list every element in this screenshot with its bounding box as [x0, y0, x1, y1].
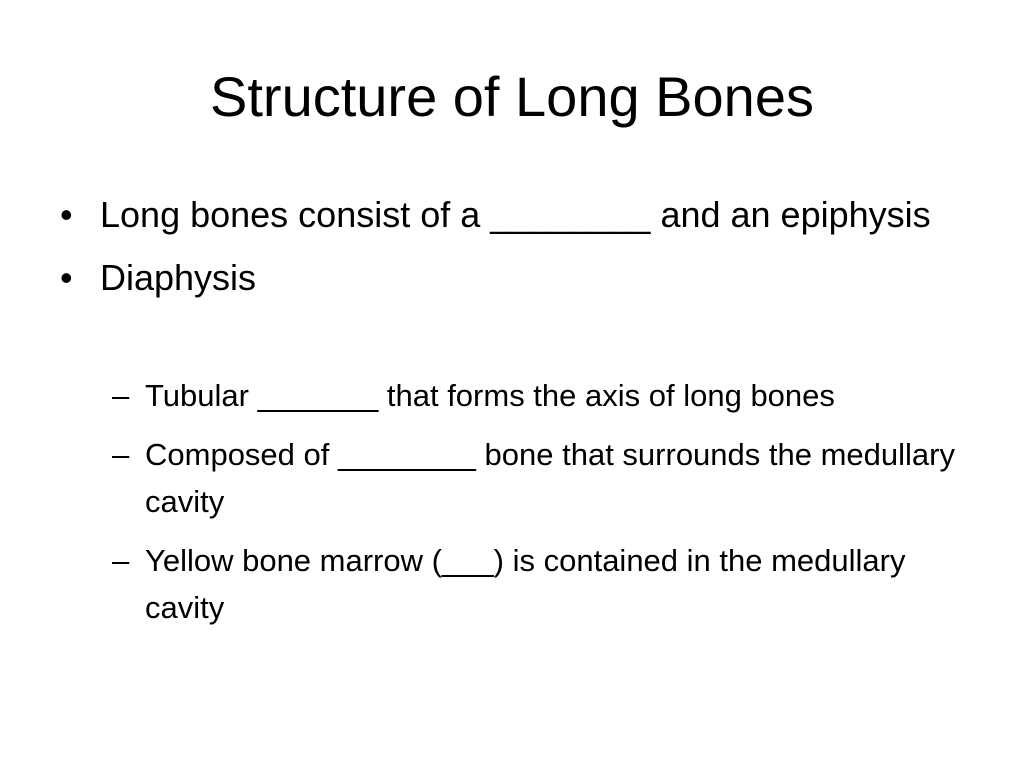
bullet-text: Long bones consist of a ________ and an epiphysis [100, 194, 931, 235]
bullet-item [60, 188, 960, 241]
sub-bullet-item [60, 431, 960, 525]
dash-icon: – [112, 378, 130, 413]
slide-title: Structure of Long Bones [210, 65, 814, 128]
sub-bullet-text: Composed of ________ bone that surrounds the medullary cavity [145, 437, 955, 519]
sub-bullet-text: Tubular _______ that forms the axis of long bones [145, 378, 835, 413]
bullet-text: Diaphysis [100, 257, 257, 298]
sub-bullet-text: Yellow bone marrow (___) is contained in the medullary cavity [145, 543, 906, 625]
sub-bullet-item [60, 372, 960, 419]
sub-bullet-item [60, 537, 960, 631]
dash-icon: – [112, 543, 130, 578]
bullet-icon: • [60, 257, 73, 298]
bullet-list [60, 188, 960, 310]
dash-icon: – [112, 437, 130, 472]
bullet-item [60, 251, 960, 304]
bullet-icon: • [60, 194, 73, 235]
sub-bullet-list [60, 372, 960, 643]
